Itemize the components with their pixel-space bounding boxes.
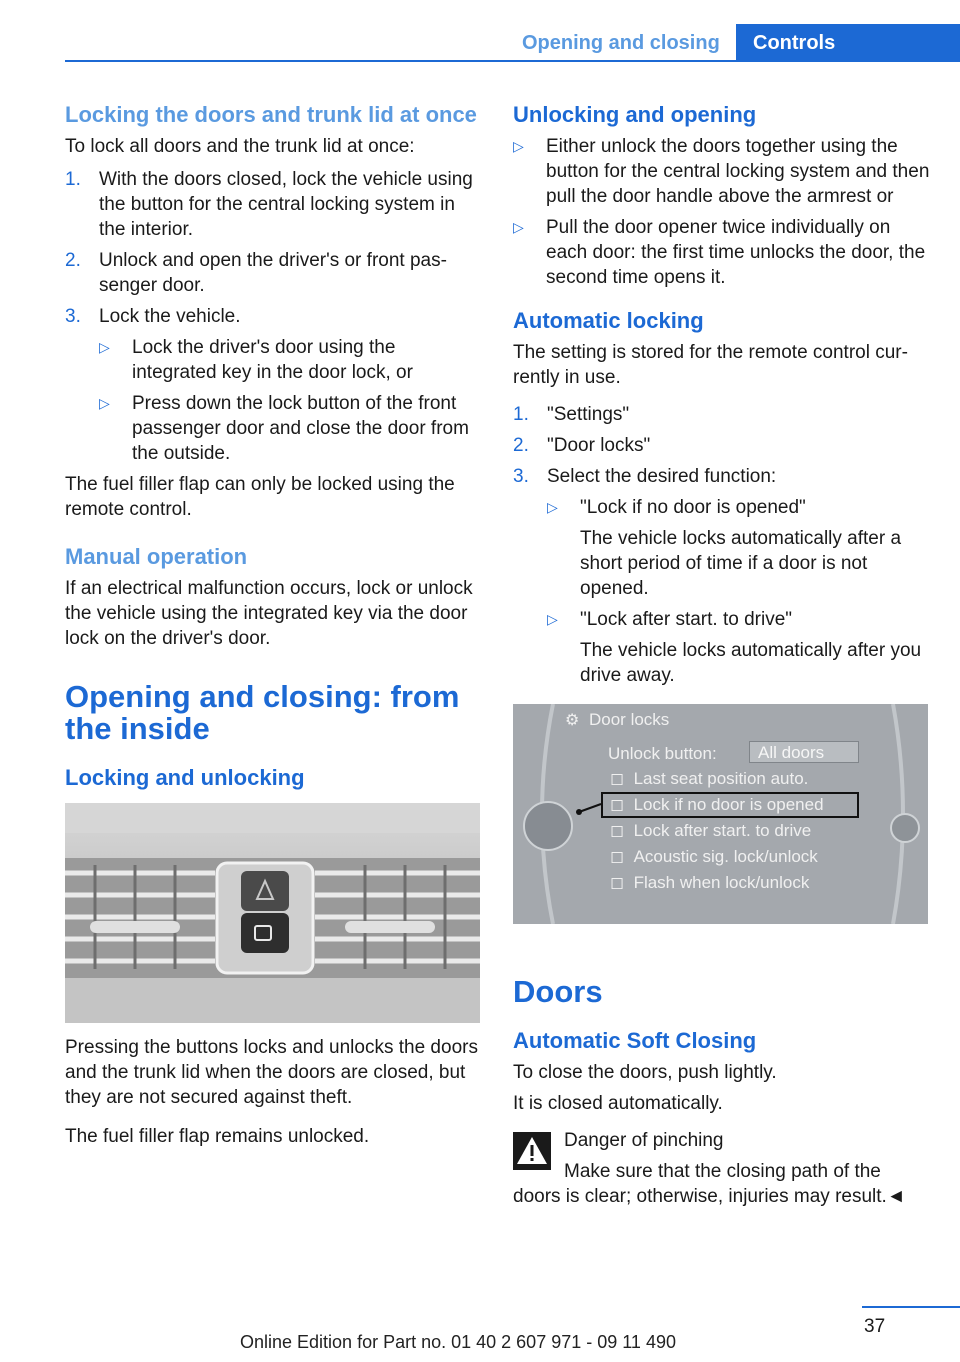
right-step-3: 3. Select the desired function: xyxy=(513,466,777,487)
triangle-bullet-icon: ▷ xyxy=(513,138,524,154)
sub-step-1: ▷ Lock the driver's door using the integrated key in the door lock, or xyxy=(99,337,413,383)
header-section-title: Opening and closing xyxy=(522,32,720,54)
para-fuel-flap: The fuel filler flap can only be locked using the remote control. xyxy=(65,474,455,520)
left-column xyxy=(65,100,481,1155)
screen-gear-icon: ⚙ xyxy=(565,712,580,729)
heading-soft-closing: Automatic Soft Closing xyxy=(513,1028,757,1053)
footer-edition: Online Edition for Part no. 01 40 2 607 971 - 09 11 490 xyxy=(240,1332,676,1352)
right-column xyxy=(513,100,931,1215)
screen-item-1: ◻ Lock if no door is opened xyxy=(610,795,824,814)
door-locks-screen-image xyxy=(513,704,928,924)
screen-unlock-value: All doors xyxy=(749,741,859,763)
para-fuel-unlocked: The fuel filler flap remains unlocked. xyxy=(65,1126,370,1147)
screen-item-0: ◻ Last seat position auto. xyxy=(610,769,809,788)
para-soft-2: It is closed automatically. xyxy=(513,1093,723,1114)
bullet-2: ▷ Pull the door opener twice individually on each door: the first time unlocks the door, the second time opens it. xyxy=(513,217,926,288)
para-pressing-buttons: Pressing the buttons locks and unlocks the doors and the trunk lid when the doors are closed, but they are not secured against theft. xyxy=(65,1037,478,1108)
screen-item-2: ◻ Lock after start. to drive xyxy=(610,821,812,840)
right-step-1: 1. "Settings" xyxy=(513,404,630,425)
screen-unlock-label: Unlock button: xyxy=(608,744,717,763)
para-lock-all: To lock all doors and the trunk lid at once: xyxy=(65,136,415,157)
option-lock-no-door: ▷ "Lock if no door is opened" xyxy=(547,497,806,518)
header-rule xyxy=(65,60,960,62)
central-locking-button-image xyxy=(65,803,480,1023)
page-number: 37 xyxy=(864,1316,886,1337)
triangle-bullet-icon: ▷ xyxy=(99,395,110,411)
header-tab-label: Controls xyxy=(753,32,836,54)
vent-illustration xyxy=(65,803,480,1023)
screen-title: Door locks xyxy=(589,710,670,729)
header-tab-controls xyxy=(736,24,960,61)
step-3: 3. Lock the vehicle. xyxy=(65,306,241,327)
heading-automatic-locking: Automatic locking xyxy=(513,308,704,333)
para-manual: If an electrical malfunction occurs, lock or unlock the vehicle using the integrated key via the door lock on the driver's door. xyxy=(65,578,473,649)
step-1: 1. With the doors closed, lock the vehicle using the button for the central locking system in the interior. xyxy=(65,169,473,240)
right-step-2: 2. "Door locks" xyxy=(513,435,651,456)
warning-triangle-icon xyxy=(513,1132,551,1170)
heading-locking-unlocking: Locking and unlocking xyxy=(65,765,305,790)
option-lock-after-start: ▷ "Lock after start. to drive" xyxy=(547,609,793,630)
footer-rule xyxy=(862,1306,960,1308)
bullet-1: ▷ Either unlock the doors together using the button for the central locking system and then pull the door handle above the armrest or xyxy=(513,136,930,207)
triangle-bullet-icon: ▷ xyxy=(99,339,110,355)
para-auto-lock: The setting is stored for the remote control cur‐ rently in use. xyxy=(513,342,908,388)
screen-item-3: ◻ Acoustic sig. lock/unlock xyxy=(610,847,818,866)
warning-text: Make sure that the closing path of the doors is clear; otherwise, injuries may result.◄ xyxy=(513,1161,906,1207)
triangle-bullet-icon: ▷ xyxy=(513,219,524,235)
triangle-bullet-icon: ▷ xyxy=(547,611,558,627)
heading-doors: Doors xyxy=(513,974,603,1009)
step-2: 2. Unlock and open the driver's or front pas‐ senger door. xyxy=(65,250,447,296)
screen-item-4: ◻ Flash when lock/unlock xyxy=(610,873,810,892)
heading-opening-closing-inside: Opening and closing: from the inside xyxy=(65,679,460,746)
sub-step-2: ▷ Press down the lock button of the front passenger door and close the door from the outside. xyxy=(99,393,469,464)
heading-unlocking-opening: Unlocking and opening xyxy=(513,102,757,127)
heading-manual-operation: Manual operation xyxy=(65,544,248,569)
triangle-bullet-icon: ▷ xyxy=(547,499,558,515)
heading-lock-all: Locking the doors and trunk lid at once xyxy=(65,102,477,127)
option-lock-after-start-desc: The vehicle locks automatically after you drive away. xyxy=(580,640,922,686)
warning-title: Danger of pinching xyxy=(564,1130,724,1151)
para-soft-1: To close the doors, push lightly. xyxy=(513,1062,777,1083)
warning-block xyxy=(513,1128,931,1209)
option-lock-no-door-desc: The vehicle locks automatically after a short period of time if a door is not opened. xyxy=(580,528,902,599)
